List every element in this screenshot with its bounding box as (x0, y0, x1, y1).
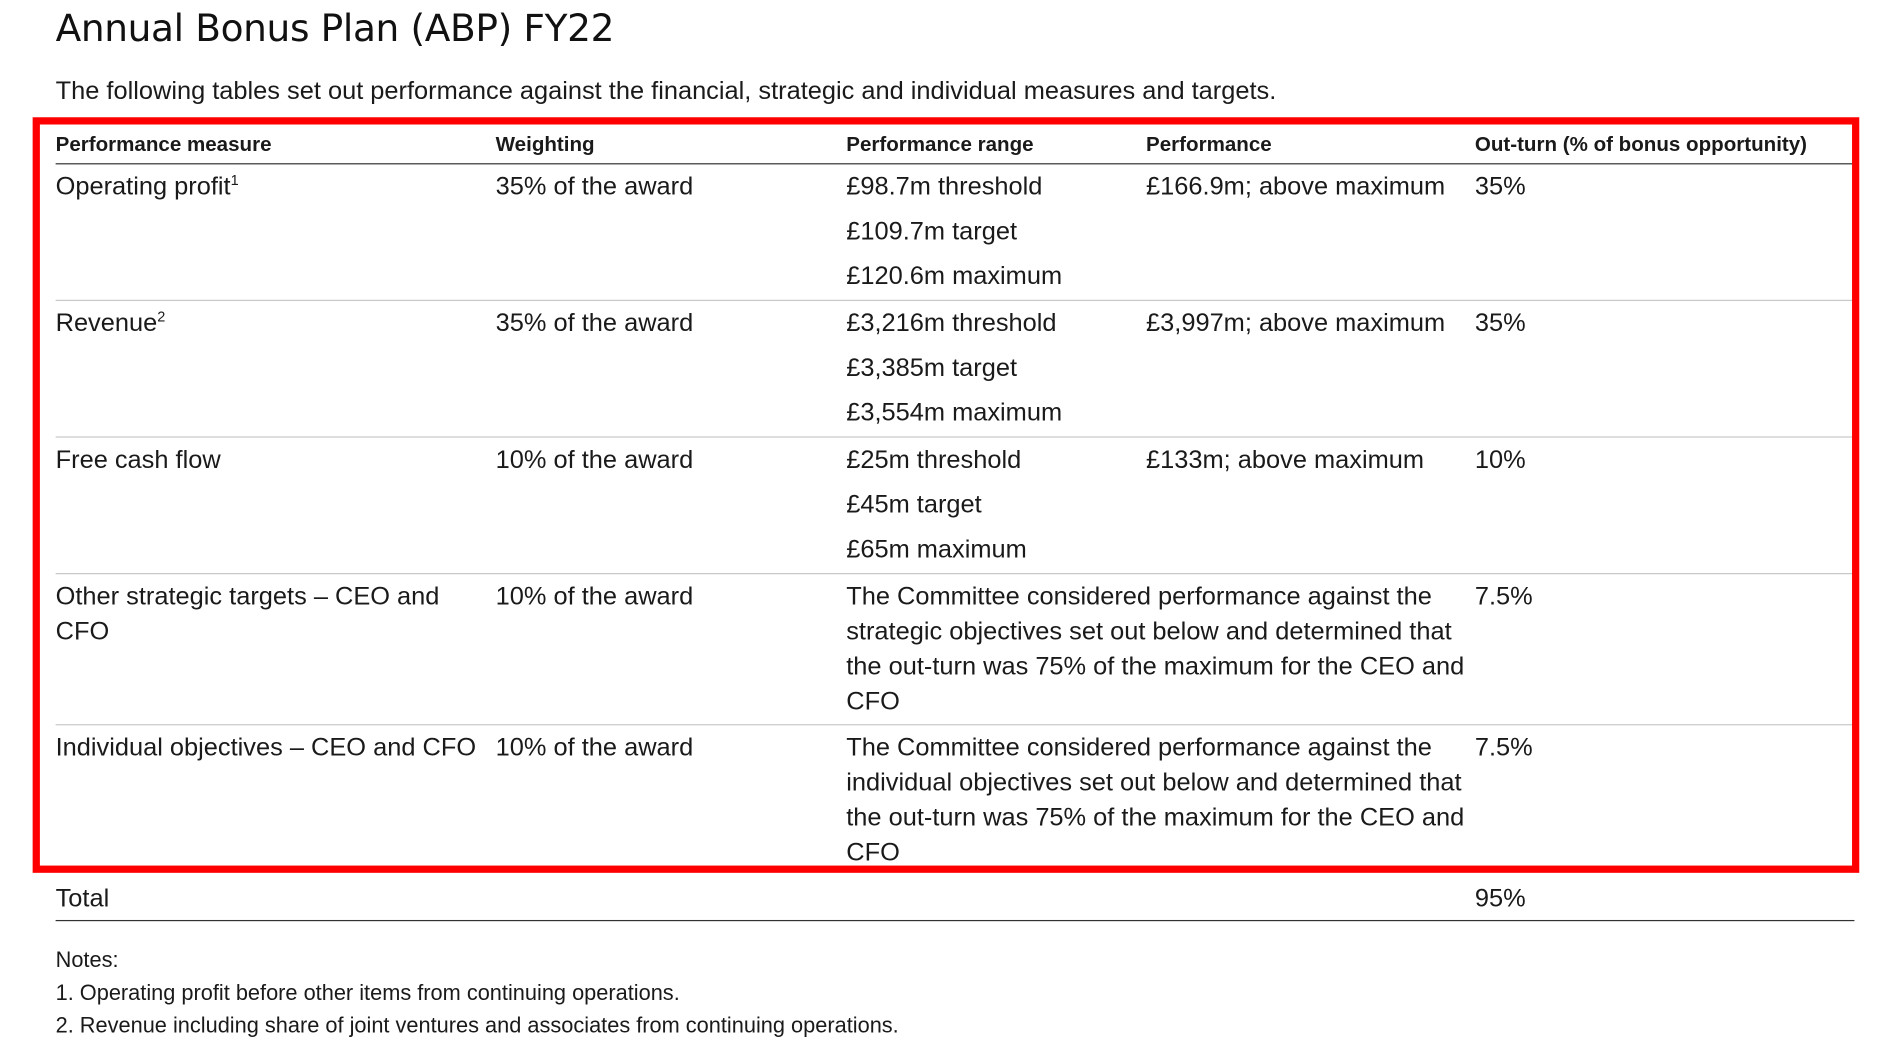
range-cell (846, 301, 1146, 436)
measure-cell: Other strategic targets – CEO and CFO (55, 582, 440, 646)
total-row (56, 879, 1855, 921)
weighting-cell: 35% of the award (495, 309, 694, 338)
note-item: 1. Operating profit before other items from continuing operations. (55, 980, 680, 1005)
page-title: Annual Bonus Plan (ABP) FY22 (55, 7, 615, 51)
header-performance-measure: Performance measure (55, 132, 272, 156)
weighting-cell: 35% of the award (495, 172, 694, 201)
measure-cell (56, 164, 496, 299)
measure-label: Operating profit (55, 172, 231, 201)
range-target: £45m target (846, 490, 982, 519)
range-maximum: £3,554m maximum (846, 398, 1063, 427)
table-row (56, 574, 1855, 725)
intro-paragraph: The following tables set out performance against the financial, strategic and individual measures and targets. (55, 77, 1277, 106)
table-row (56, 438, 1855, 575)
range-cell (846, 164, 1146, 299)
table-row (56, 164, 1855, 301)
assessment-cell: The Committee considered performance against the strategic objectives set out below and determined that the out-turn was 75% of the maximum for the CEO and CFO (846, 582, 1465, 716)
weighting-cell: 10% of the award (495, 446, 694, 474)
table-header-row (56, 126, 1855, 165)
performance-cell: £166.9m; above maximum (1146, 172, 1446, 201)
performance-cell: £3,997m; above maximum (1146, 309, 1446, 338)
range-threshold: £25m threshold (846, 446, 1022, 474)
notes-title: Notes: (55, 947, 119, 972)
outturn-cell: 7.5% (1474, 733, 1533, 762)
outturn-cell: 35% (1474, 172, 1526, 201)
outturn-cell: 7.5% (1474, 582, 1533, 611)
range-cell (846, 438, 1146, 573)
total-label: Total (55, 884, 110, 913)
header-performance-range: Performance range (846, 132, 1034, 156)
weighting-cell: 10% of the award (495, 582, 694, 611)
range-threshold: £98.7m threshold (846, 172, 1043, 201)
performance-cell: £133m; above maximum (1146, 446, 1425, 474)
assessment-cell: The Committee considered performance against the individual objectives set out below and determined that the out-turn was 75% of the maximum for the CEO and CFO (846, 733, 1465, 867)
range-target: £3,385m target (846, 354, 1018, 383)
table-row (56, 301, 1855, 438)
footnote-marker: 1 (230, 171, 239, 189)
header-performance: Performance (1146, 132, 1272, 156)
range-target: £109.7m target (846, 217, 1018, 246)
range-threshold: £3,216m threshold (846, 309, 1057, 338)
measure-cell (56, 301, 496, 436)
total-outturn: 95% (1474, 884, 1526, 913)
measure-cell: Individual objectives – CEO and CFO (55, 733, 477, 762)
header-outturn: Out-turn (% of bonus opportunity) (1474, 132, 1808, 156)
range-maximum: £65m maximum (846, 535, 1027, 564)
outturn-cell: 35% (1474, 309, 1526, 338)
measure-label: Revenue (55, 309, 158, 338)
header-weighting: Weighting (495, 132, 595, 156)
note-item: 2. Revenue including share of joint ventures and associates from continuing operations. (55, 1013, 899, 1038)
outturn-cell: 10% (1474, 446, 1526, 474)
measure-cell: Free cash flow (55, 446, 221, 474)
notes-section (56, 943, 899, 1042)
table-row (56, 725, 1855, 876)
range-maximum: £120.6m maximum (846, 262, 1063, 291)
weighting-cell: 10% of the award (495, 733, 694, 762)
bonus-table (56, 126, 1855, 877)
footnote-marker: 2 (157, 308, 166, 326)
